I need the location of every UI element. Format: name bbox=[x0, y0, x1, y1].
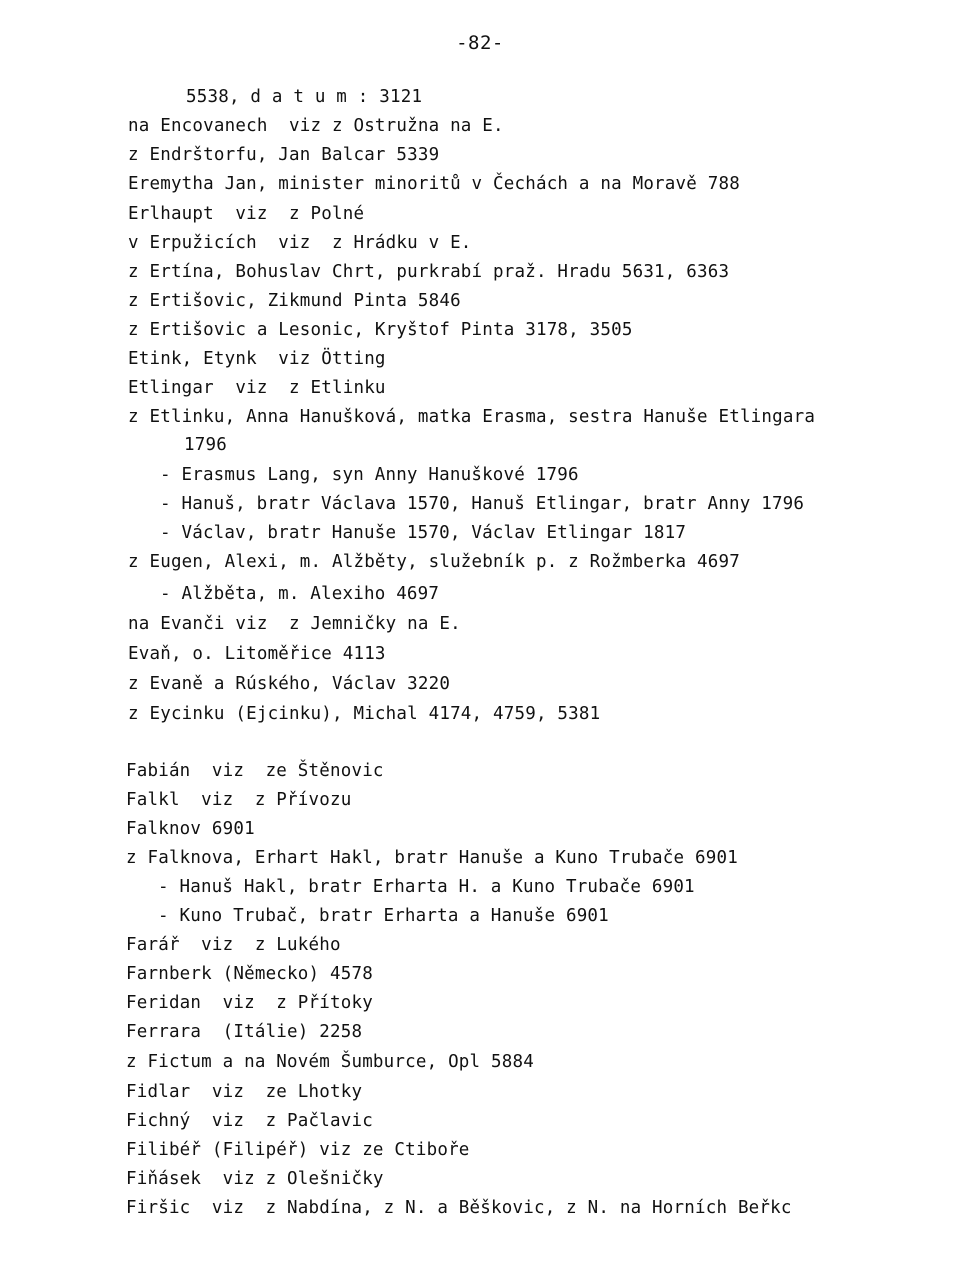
index-entry: Fabián viz ze Štěnovic bbox=[126, 761, 384, 781]
index-entry: Evaň, o. Litoměřice 4113 bbox=[128, 644, 386, 664]
index-entry: Fidlar viz ze Lhotky bbox=[126, 1082, 363, 1102]
index-entry: z Eugen, Alexi, m. Alžběty, služebník p. z Rožmberka 4697 bbox=[128, 552, 740, 572]
index-subentry: - Erasmus Lang, syn Anny Hanuškové 1796 bbox=[160, 465, 579, 485]
index-entry: z Endrštorfu, Jan Balcar 5339 bbox=[128, 145, 440, 165]
index-entry: 5538, d a t u m : 3121 bbox=[186, 87, 423, 107]
index-entry: Feridan viz z Přítoky bbox=[126, 993, 373, 1013]
index-entry: z Falknova, Erhart Hakl, bratr Hanuše a Kuno Trubače 6901 bbox=[126, 848, 738, 868]
index-subentry: - Hanuš Hakl, bratr Erharta H. a Kuno Trubače 6901 bbox=[158, 877, 695, 897]
index-entry: z Evaně a Rúského, Václav 3220 bbox=[128, 674, 451, 694]
index-subentry: - Hanuš, bratr Václava 1570, Hanuš Etlingar, bratr Anny 1796 bbox=[160, 494, 805, 514]
index-entry: 1796 bbox=[184, 435, 227, 455]
index-subentry: - Václav, bratr Hanuše 1570, Václav Etlingar 1817 bbox=[160, 523, 687, 543]
index-entry: v Erpužicích viz z Hrádku v E. bbox=[128, 233, 472, 253]
index-entry: Fichný viz z Pačlavic bbox=[126, 1111, 373, 1131]
index-subentry: - Alžběta, m. Alexiho 4697 bbox=[160, 584, 440, 604]
index-entry: z Eycinku (Ejcinku), Michal 4174, 4759, 5381 bbox=[128, 704, 601, 724]
index-entry: Falknov 6901 bbox=[126, 819, 255, 839]
index-entry: Eremytha Jan, minister minoritů v Čechách a na Moravě 788 bbox=[128, 174, 740, 194]
index-entry: Etink, Etynk viz Ötting bbox=[128, 349, 386, 369]
index-entry: z Ertišovic a Lesonic, Kryštof Pinta 3178, 3505 bbox=[128, 320, 633, 340]
index-entry: Filibéř (Filipéř) viz ze Ctiboře bbox=[126, 1140, 470, 1160]
index-entry: Ferrara (Itálie) 2258 bbox=[126, 1022, 363, 1042]
index-entry: Falkl viz z Přívozu bbox=[126, 790, 352, 810]
index-entry: z Etlinku, Anna Hanušková, matka Erasma, sestra Hanuše Etlingara bbox=[128, 407, 816, 427]
index-entry: Firšic viz z Nabdína, z N. a Běškovic, z N. na Horních Beřkc bbox=[126, 1198, 792, 1218]
index-entry: z Fictum a na Novém Šumburce, Opl 5884 bbox=[126, 1052, 534, 1072]
page-number: -82- bbox=[456, 32, 504, 54]
index-entry: Farář viz z Lukého bbox=[126, 935, 341, 955]
index-entry: z Ertína, Bohuslav Chrt, purkrabí praž. Hradu 5631, 6363 bbox=[128, 262, 730, 282]
index-entry: Erlhaupt viz z Polné bbox=[128, 204, 365, 224]
index-entry: Fiňásek viz z Olešničky bbox=[126, 1169, 384, 1189]
index-entry: z Ertišovic, Zikmund Pinta 5846 bbox=[128, 291, 461, 311]
index-subentry: - Kuno Trubač, bratr Erharta a Hanuše 6901 bbox=[158, 906, 609, 926]
index-entry: Etlingar viz z Etlinku bbox=[128, 378, 386, 398]
index-entry: Farnberk (Německo) 4578 bbox=[126, 964, 373, 984]
index-entry: na Evanči viz z Jemničky na E. bbox=[128, 614, 461, 634]
index-entry: na Encovanech viz z Ostružna na E. bbox=[128, 116, 504, 136]
